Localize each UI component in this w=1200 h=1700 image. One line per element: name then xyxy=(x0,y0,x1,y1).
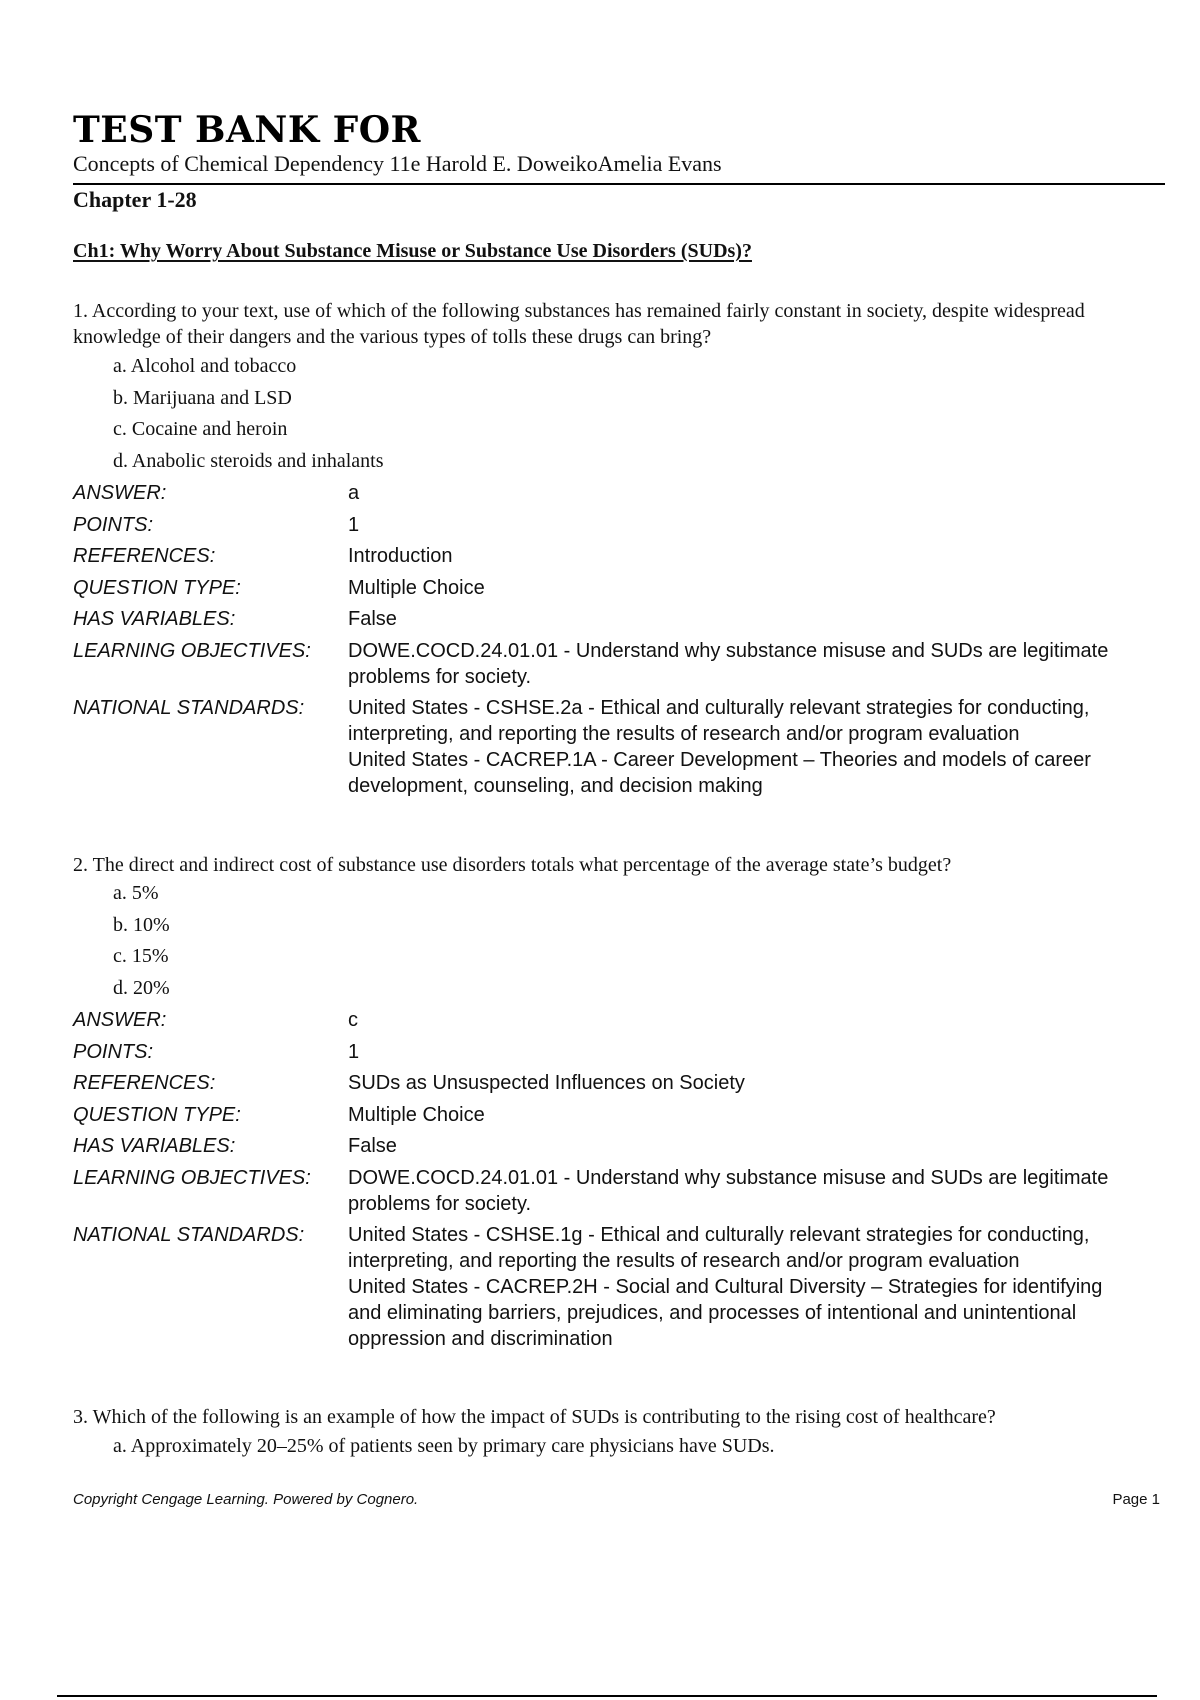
national-standards-label: NATIONAL STANDARDS: xyxy=(73,696,305,719)
section-heading: Ch1: Why Worry About Substance Misuse or Substance Use Disorders (SUDs)? xyxy=(73,240,752,262)
national-standards-label: NATIONAL STANDARDS: xyxy=(73,1223,305,1246)
question-1-option-d: d. Anabolic steroids and inhalants xyxy=(113,449,384,472)
points-value: 1 xyxy=(348,1040,360,1063)
question-2-option-d: d. 20% xyxy=(113,976,170,999)
question-1-metadata xyxy=(73,480,1133,804)
question-2-stem: 2. The direct and indirect cost of substance use disorders totals what percentage of the average state’s budget? xyxy=(73,854,952,876)
learning-objectives-label: LEARNING OBJECTIVES: xyxy=(73,1166,311,1189)
answer-value: a xyxy=(348,482,360,504)
question-type-value: Multiple Choice xyxy=(348,1103,485,1126)
references-label: REFERENCES: xyxy=(73,1072,216,1094)
footer-copyright: Copyright Cengage Learning. Powered by Cognero. xyxy=(73,1491,419,1508)
answer-row xyxy=(73,480,1133,512)
national-standard-item: United States - CSHSE.2a - Ethical and culturally relevant strategies for conducting, interpreting, and reporting the results of research and/or program evaluation xyxy=(348,696,1090,745)
learning-objectives-label: LEARNING OBJECTIVES: xyxy=(73,639,311,662)
points-row xyxy=(73,1039,1133,1071)
points-label: POINTS: xyxy=(73,513,154,536)
question-1-option-b: b. Marijuana and LSD xyxy=(113,386,292,409)
has-variables-label: HAS VARIABLES: xyxy=(73,1135,236,1157)
question-1-option-a: a. Alcohol and tobacco xyxy=(113,355,297,377)
question-type-label: QUESTION TYPE: xyxy=(73,1103,241,1126)
has-variables-row xyxy=(73,606,1133,638)
question-2-options xyxy=(113,880,170,1006)
learning-objectives-value: DOWE.COCD.24.01.01 - Understand why substance misuse and SUDs are legitimate problems for society. xyxy=(348,1166,1109,1215)
question-2-option-c: c. 15% xyxy=(113,945,169,967)
references-label: REFERENCES: xyxy=(73,545,216,567)
question-3-option-a: a. Approximately 20–25% of patients seen by primary care physicians have SUDs. xyxy=(113,1435,775,1457)
references-row xyxy=(73,1070,1133,1102)
has-variables-row xyxy=(73,1133,1133,1165)
header-divider xyxy=(73,183,1165,185)
national-standards-values xyxy=(348,695,1133,799)
has-variables-value: False xyxy=(348,608,397,630)
answer-row xyxy=(73,1007,1133,1039)
has-variables-label: HAS VARIABLES: xyxy=(73,608,236,630)
national-standards-values xyxy=(348,1222,1133,1352)
book-subtitle: Concepts of Chemical Dependency 11e Harold E. DoweikoAmelia Evans xyxy=(73,151,722,176)
question-3-stem: 3. Which of the following is an example of how the impact of SUDs is contributing to the rising cost of healthcare? xyxy=(73,1406,996,1428)
page-number: Page 1 xyxy=(1112,1491,1160,1508)
learning-objectives-value: DOWE.COCD.24.01.01 - Understand why substance misuse and SUDs are legitimate problems for society. xyxy=(348,639,1109,688)
answer-value: c xyxy=(348,1009,358,1031)
references-row xyxy=(73,543,1133,575)
chapter-label: Chapter 1-28 xyxy=(73,187,197,212)
points-label: POINTS: xyxy=(73,1040,154,1063)
national-standards-row xyxy=(73,695,1133,804)
points-value: 1 xyxy=(348,513,360,536)
national-standard-item: United States - CACREP.2H - Social and Cultural Diversity – Strategies for identifying and eliminating barriers, prejudices, and processes of intentional and unintentional oppression and discrimination xyxy=(348,1275,1103,1350)
document-title: TEST BANK FOR xyxy=(73,109,421,151)
question-2-metadata xyxy=(73,1007,1133,1357)
question-1-options xyxy=(113,353,384,479)
question-type-label: QUESTION TYPE: xyxy=(73,576,241,599)
national-standard-item: United States - CSHSE.1g - Ethical and culturally relevant strategies for conducting, interpreting, and reporting the results of research and/or program evaluation xyxy=(348,1223,1090,1272)
national-standards-row xyxy=(73,1222,1133,1357)
question-3-options xyxy=(113,1433,775,1465)
question-1-stem: 1. According to your text, use of which of the following substances has remained fairly constant in society, despite widespread knowledge of their dangers and the various types of tolls these drugs can bring? xyxy=(73,300,1085,348)
question-type-row xyxy=(73,575,1133,607)
has-variables-value: False xyxy=(348,1135,397,1157)
national-standard-item: United States - CACREP.1A - Career Development – Theories and models of career development, counseling, and decision making xyxy=(348,748,1091,797)
answer-label: ANSWER: xyxy=(73,482,167,504)
bottom-divider xyxy=(57,1695,1157,1697)
answer-label: ANSWER: xyxy=(73,1009,167,1031)
question-2-option-b: b. 10% xyxy=(113,913,170,936)
question-2-option-a: a. 5% xyxy=(113,882,159,904)
references-value: SUDs as Unsuspected Influences on Society xyxy=(348,1072,745,1094)
learning-objectives-row xyxy=(73,638,1133,695)
points-row xyxy=(73,512,1133,544)
references-value: Introduction xyxy=(348,545,453,567)
question-type-row xyxy=(73,1102,1133,1134)
learning-objectives-row xyxy=(73,1165,1133,1222)
question-type-value: Multiple Choice xyxy=(348,576,485,599)
question-1-option-c: c. Cocaine and heroin xyxy=(113,418,288,440)
